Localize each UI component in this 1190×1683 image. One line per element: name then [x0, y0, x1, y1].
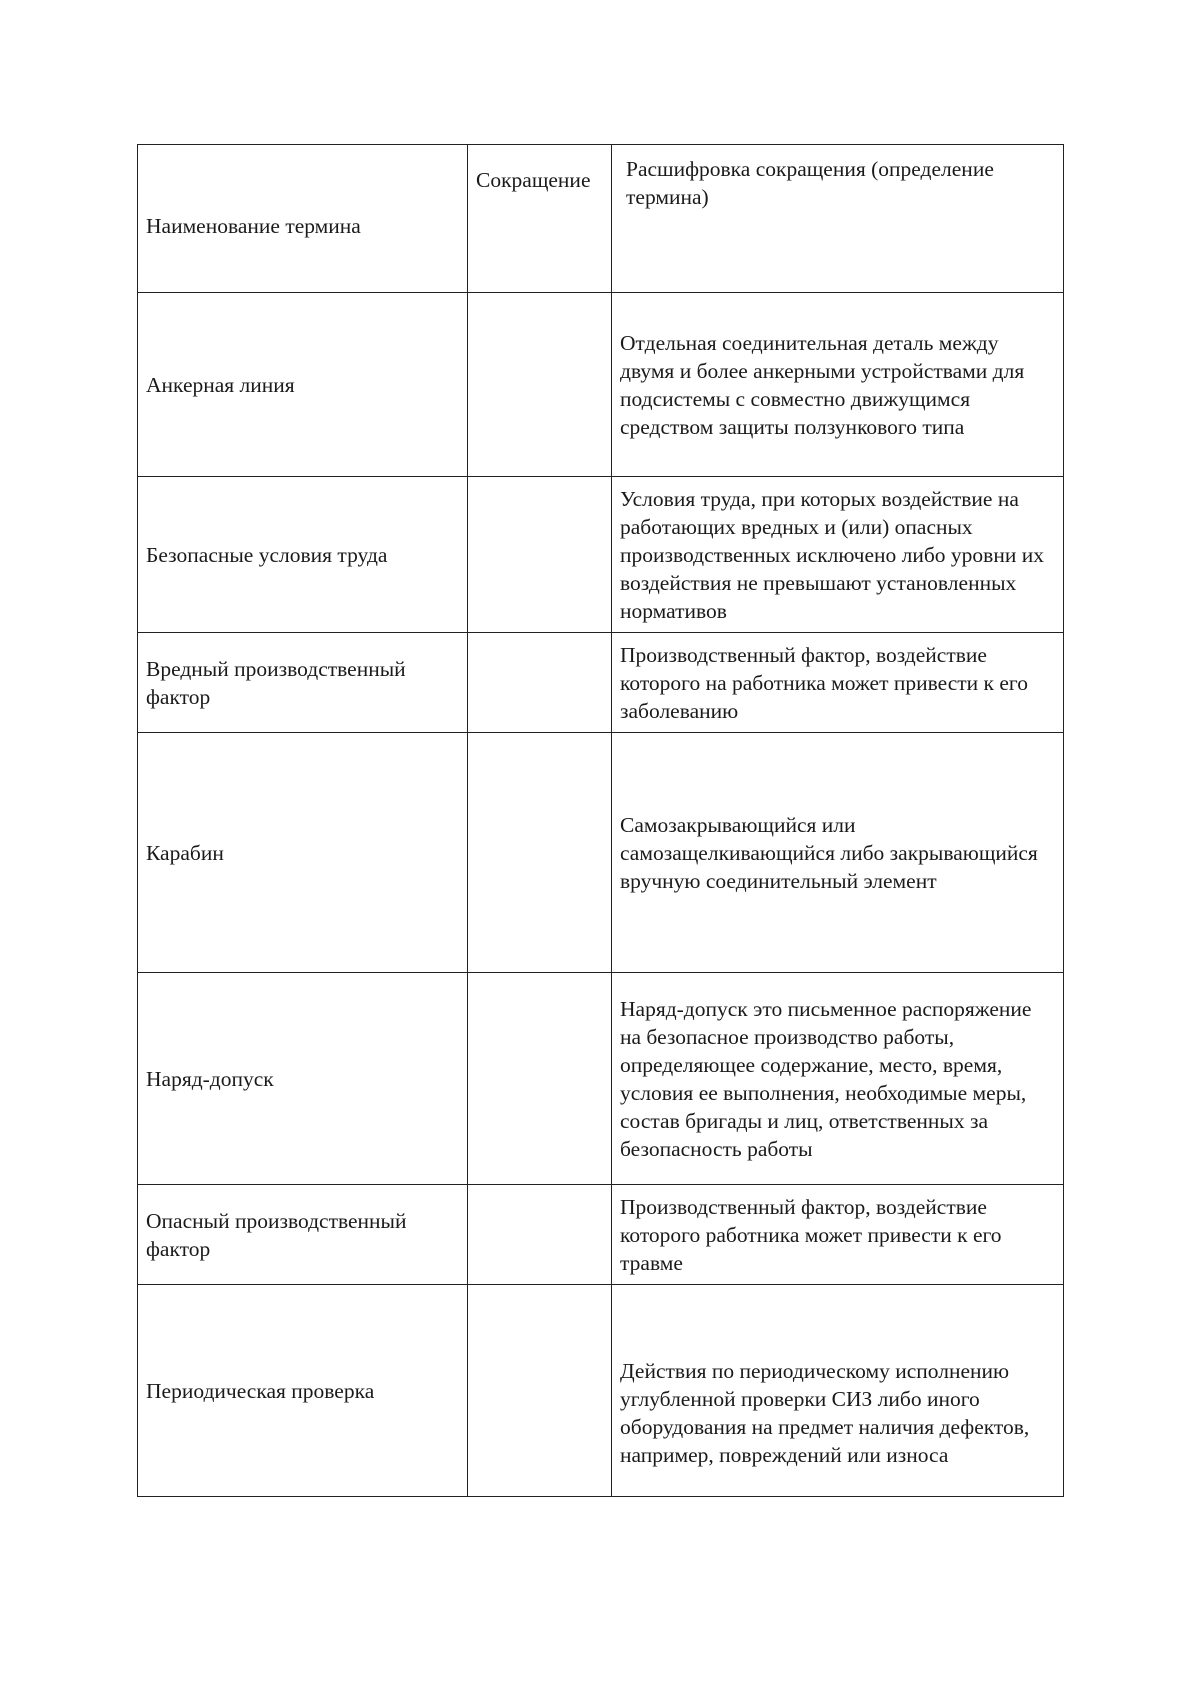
term-cell: Опасный производственный фактор: [138, 1185, 468, 1285]
abbreviation-cell: [468, 733, 612, 973]
table-row: [138, 1285, 1064, 1497]
definition-cell: Производственный фактор, воздействие которого на работника может привести к его заболеванию: [612, 633, 1064, 733]
abbreviation-cell: [468, 1185, 612, 1285]
definition-cell: Производственный фактор, воздействие которого работника может привести к его травме: [612, 1185, 1064, 1285]
terms-table: [137, 144, 1064, 1497]
abbreviation-cell: [468, 1285, 612, 1497]
table-row: [138, 477, 1064, 633]
table-row: [138, 293, 1064, 477]
definition-cell: Самозакрывающийся или самозащелкивающийся либо закрывающийся вручную соединительный элемент: [612, 733, 1064, 973]
term-cell: Наряд-допуск: [138, 973, 468, 1185]
header-definition: Расшифровка сокращения (определение термина): [612, 145, 1064, 293]
term-cell: Анкерная линия: [138, 293, 468, 477]
definition-cell: Отдельная соединительная деталь между двумя и более анкерными устройствами для подсистемы с совместно движущимся средством защиты ползункового типа: [612, 293, 1064, 477]
term-cell: Периодическая проверка: [138, 1285, 468, 1497]
abbreviation-cell: [468, 293, 612, 477]
abbreviation-cell: [468, 633, 612, 733]
definition-cell: Условия труда, при которых воздействие на работающих вредных и (или) опасных производственных исключено либо уровни их воздействия не превышают установленных нормативов: [612, 477, 1064, 633]
definition-cell: Действия по периодическому исполнению углубленной проверки СИЗ либо иного оборудования на предмет наличия дефектов, например, повреждений или износа: [612, 1285, 1064, 1497]
header-abbreviation: Сокращение: [468, 145, 612, 293]
definition-cell: Наряд-допуск это письменное распоряжение на безопасное производство работы, определяющее содержание, место, время, условия ее выполнения, необходимые меры, состав бригады и лиц, ответственных за безопасность работы: [612, 973, 1064, 1185]
table-row: [138, 1185, 1064, 1285]
header-term: Наименование термина: [138, 145, 468, 293]
table-row: [138, 973, 1064, 1185]
table-row: [138, 733, 1064, 973]
term-cell: Безопасные условия труда: [138, 477, 468, 633]
abbreviation-cell: [468, 973, 612, 1185]
table-row: [138, 633, 1064, 733]
term-cell: Вредный производственный фактор: [138, 633, 468, 733]
table-header-row: [138, 145, 1064, 293]
term-cell: Карабин: [138, 733, 468, 973]
abbreviation-cell: [468, 477, 612, 633]
